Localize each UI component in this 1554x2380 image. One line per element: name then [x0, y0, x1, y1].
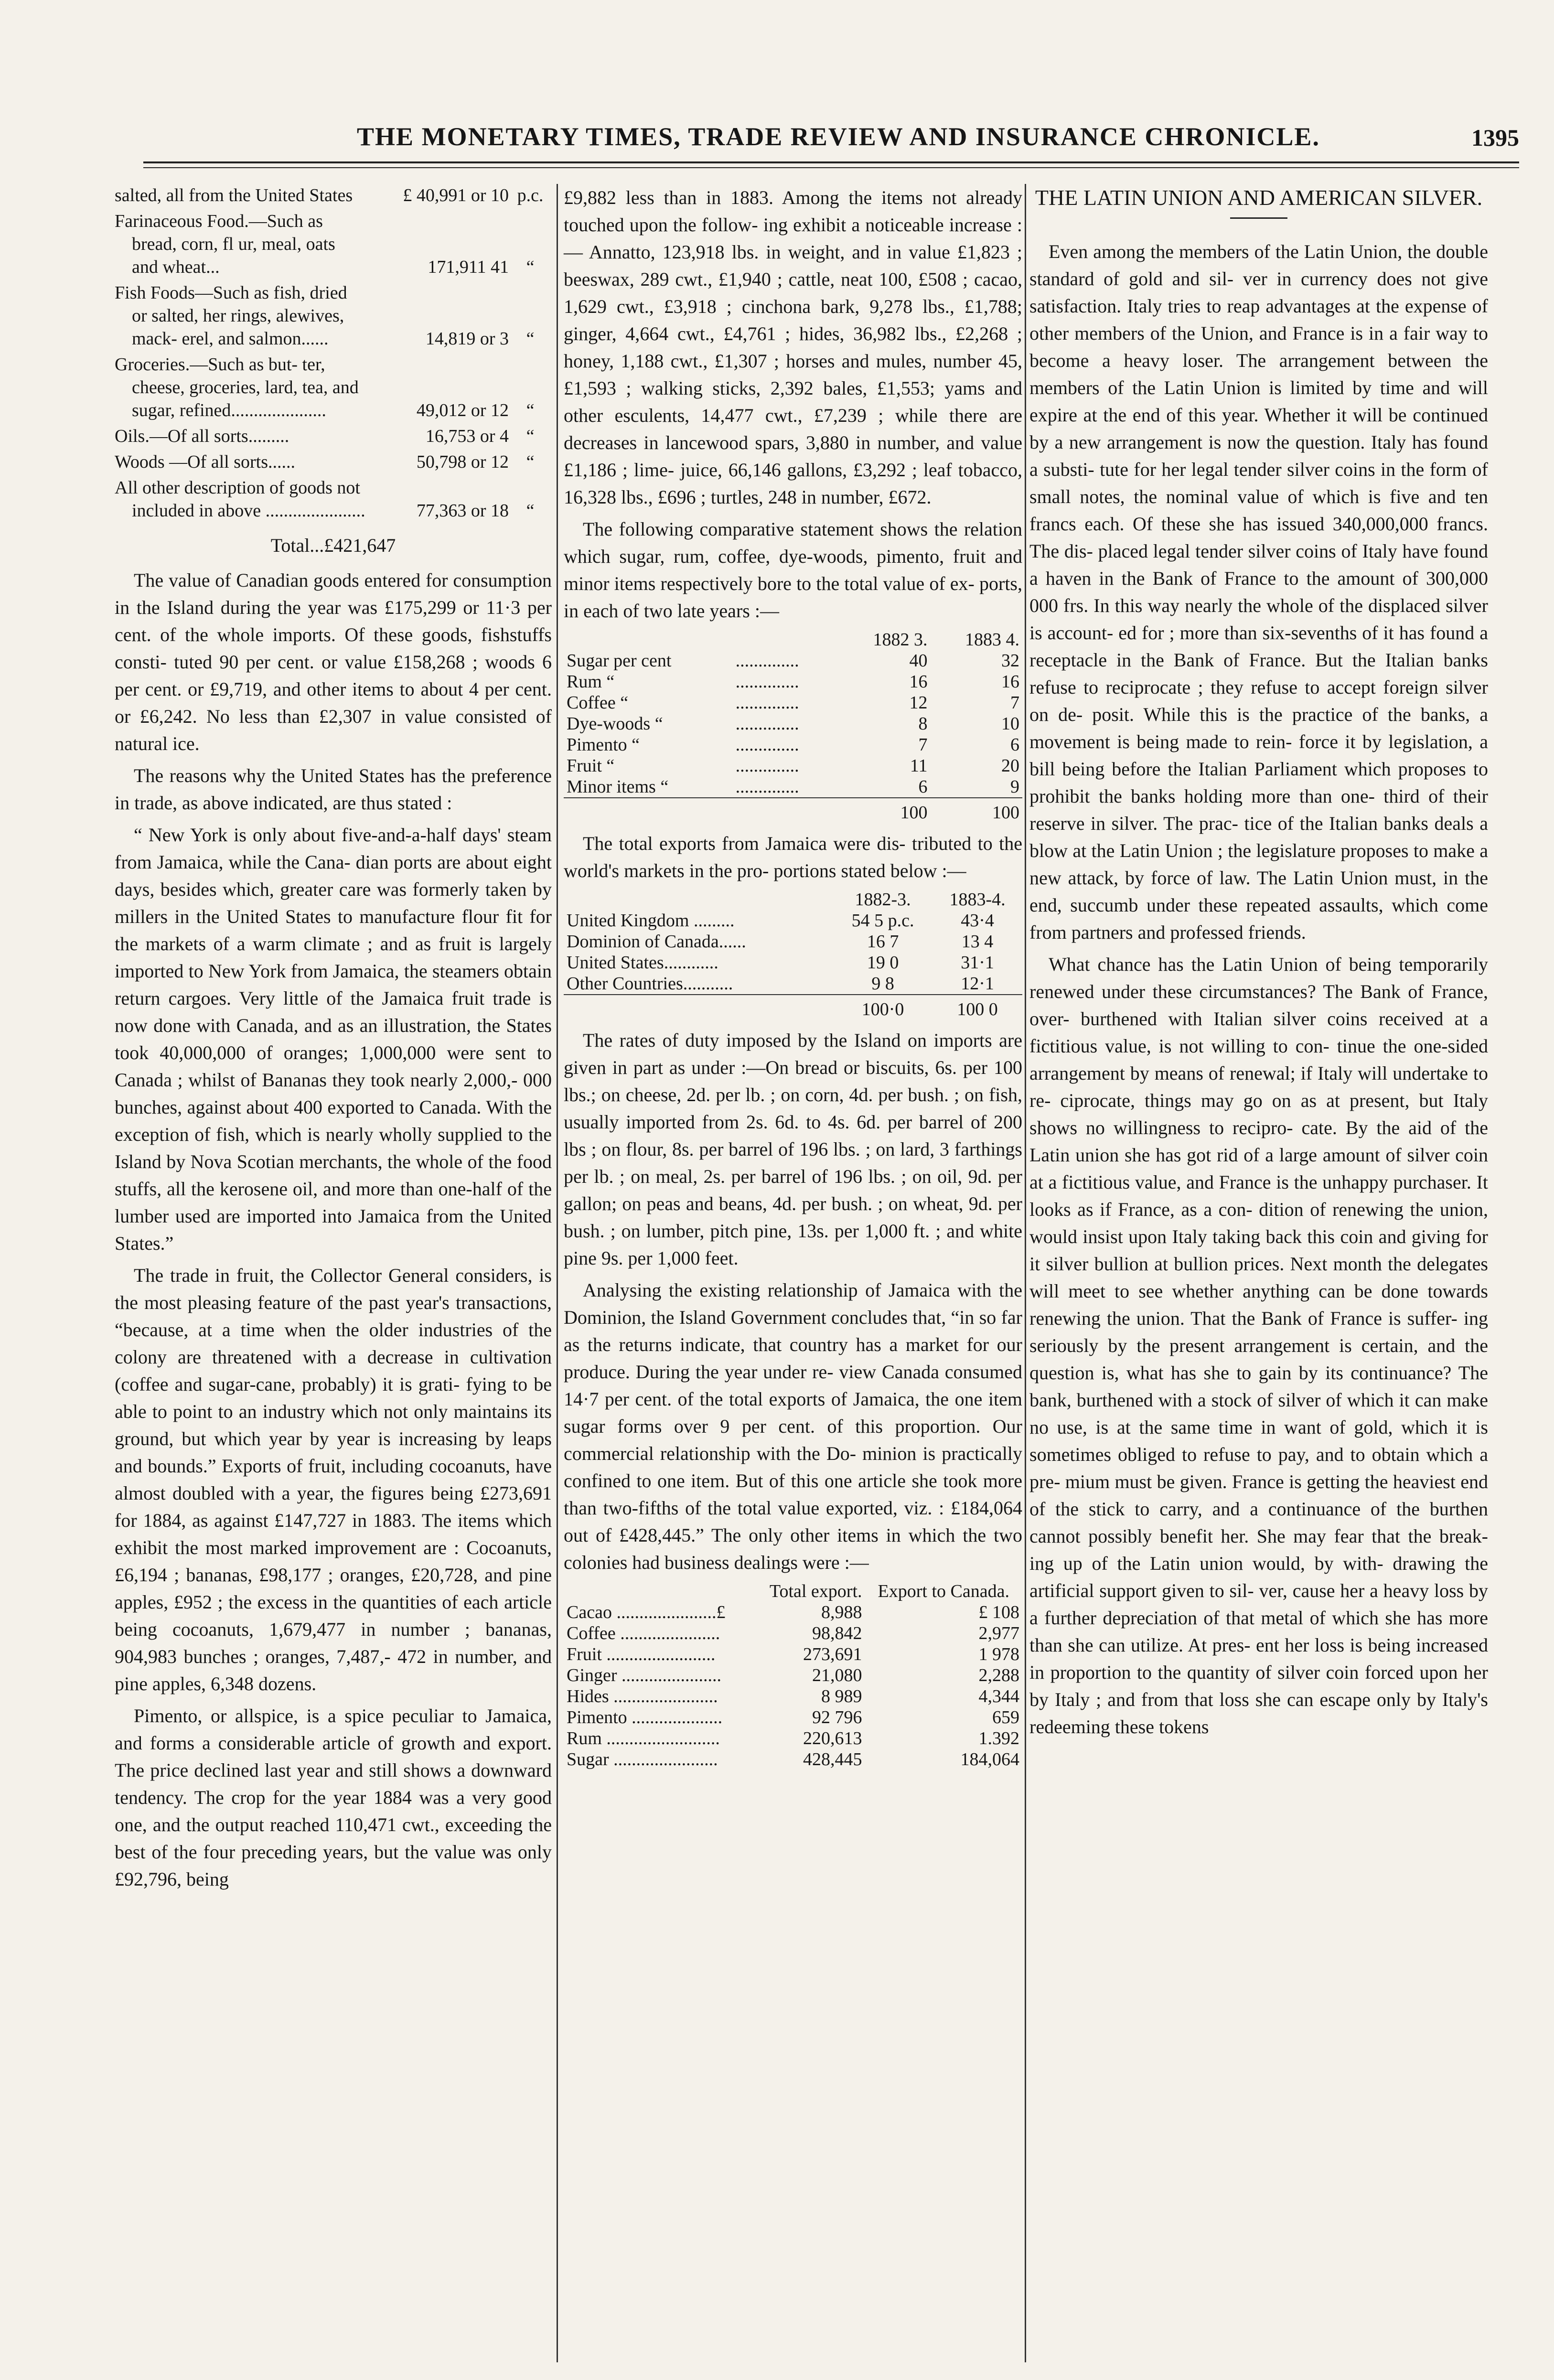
row-label: Other Countries........... [567, 974, 733, 994]
table-row [564, 1623, 1022, 1644]
total-cell: 100 [838, 798, 930, 823]
export-table [564, 1581, 1022, 1770]
column-divider [557, 184, 558, 2362]
import-amount: 171,911 41 [428, 257, 509, 277]
title-rule [1230, 217, 1287, 219]
import-row [115, 281, 552, 350]
table-row [564, 776, 1022, 798]
cell: 8 989 [821, 1686, 862, 1706]
row-leader: .............. [735, 672, 799, 692]
column-2 [564, 184, 1022, 1777]
import-label: salted, all from the United States [115, 185, 353, 205]
cell: 659 [992, 1707, 1019, 1727]
import-amount: 49,012 or 12 [416, 400, 509, 420]
column-3 [1029, 184, 1488, 1745]
table-total-row [564, 798, 1022, 823]
table-row [564, 1665, 1022, 1686]
import-suffix: “ [526, 426, 535, 446]
import-row [115, 184, 552, 207]
row-leader: .............. [735, 756, 799, 776]
import-amount: 50,798 or 12 [416, 452, 509, 472]
cell: 13 4 [961, 932, 994, 952]
total-cell: 100·0 [833, 995, 932, 1020]
import-row [115, 210, 552, 279]
table-row [564, 952, 1022, 973]
paragraph: The total exports from Jamaica were dis- tributed to the world's markets in the pro- portions stated below :— [564, 833, 1022, 881]
paragraph: Even among the members of the Latin Union, the double standard of gold and sil- ver in currency does not give satisfaction. Italy tries to reap advantages at the expense of other members of the Union, and France is in a fair way to become a heavy loser. The arrangement between the members of the Latin Union is limited by time and will expire at the end of this year. Whether it will be continued by a new arrangement is now the question. Italy has found a substi- tute for her legal tender silver coins in the form of small notes, the nominal value of which is five and ten francs each. Of these she has issued 340,000,000 francs. The dis- placed legal tender silver coins of Italy have found a haven in the Bank of France to the amount of 300,000 000 frs. In this way nearly the whole of the displaced silver is account- ed for ; more than six-sevenths of it has found a receptacle in the Bank of France. But the Italian banks refuse to reciprocate ; they refuse to accept foreign silver on de- posit. While this is the practice of the banks, a movement is being made to rein- force it by legislation, a bill being before the Italian Parliament which proposes to prohibit the banks holding more than one- third of their reserve in silver. The prac- tice of the Italian banks deals a blow at the Latin Union ; the legislature proposes to make a new attack, by force of law. The Latin Union must, in the end, succumb under these repeated assaults, which come from partners and professed friends. [1029, 241, 1488, 943]
cell: 2,977 [978, 1623, 1019, 1643]
cell: 98,842 [812, 1623, 862, 1643]
row-leader: .............. [735, 714, 799, 734]
paragraph: £9,882 less than in 1883. Among the items not already touched upon the follow- ing exhibit a noticeable increase :— Annatto, 123,918 lbs. in weight, and in value £1,823 ; beeswax, 289 cwt., £1,940 ; cattle, neat 100, £508 ; cacao, 1,629 cwt., £3,918 ; cinchona bark, 9,278 lbs., £1,788; ginger, 4,664 cwt., £4,761 ; hides, 36,982 lbs., £2,268 ; honey, 1,188 cwt., £1,307 ; horses and mules, number 45, £1,593 ; walking sticks, 2,392 bales, £1,553; yams and other esculents, 14,477 cwt., £7,239 ; while there are decreases in lancewood spars, 3,880 in number, and value £1,186 ; lime- juice, 66,146 gallons, £3,292 ; leaf tobacco, 16,328 lbs., £696 ; turtles, 248 in number, £672. [564, 187, 1022, 508]
cell: £ 108 [978, 1602, 1019, 1622]
table-row [564, 734, 1022, 755]
cell: 12 [909, 693, 928, 713]
paragraph: The reasons why the United States has the preference in trade, as above indicated, are thus stated : [115, 765, 552, 814]
paragraph: The value of Canadian goods entered for consumption in the Island during the year was £175,299 or 11·3 per cent. of the whole imports. Of these goods, fishstuffs consti- tuted 90 per cent. or value £158,268 ; woods 6 per cent. or £9,719, and other items to about 4 per cent. or £6,242. No less than £2,307 in value consisted of natural ice. [115, 569, 552, 754]
import-label: Farinaceous Food.—Such as bread, corn, fl ur, meal, oats and wheat... [115, 211, 335, 277]
cell: 2,288 [978, 1665, 1019, 1685]
cell: 8 [918, 714, 928, 734]
cell: 428,445 [803, 1749, 862, 1769]
row-label: Coffee ...................... [567, 1623, 720, 1643]
cell: 16 7 [867, 932, 899, 952]
table-row [564, 1707, 1022, 1728]
journal-title: THE MONETARY TIMES, TRADE REVIEW AND INSURANCE CHRONICLE. [357, 122, 1320, 151]
table-row [564, 755, 1022, 776]
cell: 54 5 p.c. [851, 911, 914, 931]
table-header: 1882-3. [855, 890, 911, 910]
page-number: 1395 [1471, 124, 1519, 151]
cell: 4,344 [978, 1686, 1019, 1706]
table-header-row [564, 629, 1022, 650]
table-total-row [564, 995, 1022, 1020]
cell: 273,691 [803, 1644, 862, 1664]
cell: 43·4 [961, 911, 994, 931]
cell: 16 [909, 672, 928, 692]
table-row [564, 1686, 1022, 1707]
table-row [564, 1644, 1022, 1665]
total-cell: 100 0 [932, 995, 1022, 1020]
row-leader: .............. [735, 735, 799, 755]
row-label: Hides ....................... [567, 1686, 718, 1706]
header-rule [143, 161, 1519, 163]
paragraph: The rates of duty imposed by the Island on imports are given in part as under :—On bread or biscuits, 6s. per 100 lbs.; on cheese, 2d. per lb. ; on corn, 4d. per bush. ; on fish, usually imported from 2s. 6d. to 4s. 6d. per barrel of 200 lbs ; on flour, 8s. per barrel of 196 lbs. ; on lard, 3 farthings per lb. ; on meal, 2s. per barrel of 196 lbs. ; on oil, 9d. per gallon; on peas and beans, 4d. per bush. ; on wheat, 9d. per bush. ; on lumber, pitch pine, 13s. per 1,000 ft. ; and white pine 9s. per 1,000 feet. [564, 1029, 1022, 1269]
table-row [564, 713, 1022, 734]
row-label: Rum “ [567, 672, 615, 692]
article-title: THE LATIN UNION AND AMERICAN SILVER. [1035, 185, 1483, 210]
import-label: Fish Foods—Such as fish, dried or salted, her rings, alewives, mack- erel, and salmon...... [115, 283, 347, 349]
cell: 220,613 [803, 1728, 862, 1748]
running-header [158, 122, 1519, 160]
cell: 31·1 [961, 953, 994, 973]
row-label: Ginger ...................... [567, 1665, 722, 1685]
row-label: Coffee “ [567, 693, 629, 713]
import-amount: 77,363 or 18 [416, 501, 509, 521]
cell: 8,988 [821, 1602, 862, 1622]
row-label: Fruit ........................ [567, 1644, 716, 1664]
import-suffix: “ [526, 501, 535, 521]
table-row [564, 1749, 1022, 1770]
imports-list [115, 184, 552, 522]
row-leader: .............. [735, 777, 799, 797]
import-row [115, 450, 552, 473]
quotation-paragraph: “ New York is only about five-and-a-half days' steam from Jamaica, while the Cana- dian ports are about eight days, besides which, greater care was formerly taken by millers in the United States to manufacture flour fit for the markets of a warm climate ; and as fruit is largely imported to New York from Jamaica, the steamers obtain return cargoes. Very little of the Jamaica fruit trade is now done with Canada, and as an illustration, the States took 40,000,000 of oranges; 1,000,000 were sent to Canada ; whilst of Bananas they took nearly 2,000,- 000 bunches, against about 400 exported to Canada. With the exception of fish, which is nearly wholly supplied to the Island by Nova Scotian merchants, the whole of the food stuffs, all the kerosene oil, and more than one-half of the lumber used are imported into Jamaica from the United States.” [115, 824, 552, 1254]
cell: 32 [1001, 651, 1019, 671]
cell: 9 8 [871, 974, 894, 994]
cell: 1.392 [978, 1728, 1019, 1748]
cell: 19 0 [867, 953, 899, 973]
table-row [564, 910, 1022, 931]
cell: 21,080 [812, 1665, 862, 1685]
import-suffix: p.c. [517, 185, 544, 205]
row-label: Rum ......................... [567, 1728, 720, 1748]
table-header-row [564, 1581, 1022, 1602]
import-label: Groceries.—Such as but- ter, cheese, groceries, lard, tea, and sugar, refined..................... [115, 354, 359, 420]
cell: 9 [1010, 777, 1019, 797]
import-suffix: “ [526, 452, 535, 472]
cell: 7 [1010, 693, 1019, 713]
paragraph: Analysing the existing relationship of Jamaica with the Dominion, the Island Government concludes that, “in so far as the returns indicate, that country has a market for our produce. During the year under re- view Canada consumed 14·7 per cent. of the total exports of Jamaica, the one item sugar forms over 9 per cent. of this proportion. Our commercial relationship with the Do- minion is practically confined to one item. But of this one article she took more than two-fifths of the total value exported, viz. : £184,064 out of £428,445.” The only other items in which the two colonies had business dealings were :— [564, 1279, 1022, 1573]
import-amount: 14,819 or 3 [425, 329, 509, 349]
table-row [564, 1602, 1022, 1623]
row-leader: .............. [735, 651, 799, 671]
column-1 [115, 184, 552, 1898]
imports-total: Total...£421,647 [270, 535, 396, 556]
import-suffix: “ [526, 257, 535, 277]
cell: 12·1 [961, 974, 994, 994]
column-divider [1025, 184, 1026, 2362]
table-row [564, 931, 1022, 952]
row-label: Sugar ....................... [567, 1749, 718, 1769]
cell: 16 [1001, 672, 1019, 692]
cell: 6 [1010, 735, 1019, 755]
table-row [564, 692, 1022, 713]
import-amount: £ 40,991 or 10 [403, 185, 509, 205]
paragraph: What chance has the Latin Union of being temporarily renewed under these circumstances? The Bank of France, over- burthened with Italian silver coins received at a fictitious value, is not willing to con- tinue the one-sided arrangement by means of renewal; if Italy will undertake to re- ciprocate, things may go on as at present, but Italy shows no willingness to recipro- cate. By the aid of the Latin union she has got rid of a large amount of silver coin at a fictitious value, and France is the unhappy purchaser. It looks as if France, as a con- dition of renewing the union, would insist upon Italy taking back this coin and giving for it silver bullion at bullion prices. Next month the delegates will meet to see whether anything can be done towards renewing the union. That the Bank of France is suffer- ing seriously by the present arrangement is certain, and the question is, what has she to gain by its continuance? The bank, burthened with a stock of silver of which it can make no use, is at the same time in want of gold, which it is sometimes obliged to refuse to pay, and to obtain which a pre- mium must be given. France is getting the heaviest end of the stick to carry, and a continuance of the burthen cannot possibly benefit her. She may fear that the break- ing up of the Latin union would, by with- drawing the artificial support given to sil- ver, cause her a heavy loss by a further depreciation of that metal of which she has more than she can utilize. At pres- ent her loss is being increased in proportion to the quantity of silver coin forced upon her by Italy ; and from that loss she can escape only by Italy's redeeming these tokens [1029, 954, 1488, 1737]
cell: 10 [1001, 714, 1019, 734]
table-row [564, 1728, 1022, 1749]
cell: 1 978 [978, 1644, 1019, 1664]
total-cell: 100 [931, 798, 1023, 823]
cell: 6 [918, 777, 928, 797]
import-label: Oils.—Of all sorts......... [115, 426, 289, 446]
paragraph: Pimento, or allspice, is a spice peculiar to Jamaica, and forms a considerable article of growth and export. The price declined last year and still shows a downward tendency. The crop for the year 1884 was a very good one, and the output reached 110,471 cwt., exceeding the best of the four preceding years, but the value was only £92,796, being [115, 1705, 552, 1890]
cell: 40 [909, 651, 928, 671]
distribution-table [564, 889, 1022, 1020]
import-amount: 16,753 or 4 [425, 426, 509, 446]
import-suffix: “ [526, 400, 535, 420]
cell: 20 [1001, 756, 1019, 776]
table-header: 1882 3. [873, 630, 928, 650]
row-label: Cacao ......................£ [567, 1602, 726, 1622]
import-row [115, 425, 552, 448]
row-label: Sugar per cent [567, 651, 672, 671]
table-header: Total export. [769, 1581, 862, 1601]
row-leader: .............. [735, 693, 799, 713]
table-header: Export to Canada. [878, 1581, 1009, 1601]
table-header: 1883 4. [965, 630, 1019, 650]
table-header: 1883-4. [949, 890, 1006, 910]
import-suffix: “ [526, 329, 535, 349]
paragraph: The trade in fruit, the Collector General considers, is the most pleasing feature of the past year's transactions, “because, at a time when the older industries of the colony are threatened with a decrease in cultivation (coffee and sugar-cane, probably) it is grati- fying to be able to point to an industry which not only maintains its ground, but which year by year is increasing by leaps and bounds.” Exports of fruit, including cocoanuts, have almost doubled with a year, the figures being £273,691 for 1884, as against £147,727 in 1883. The items which exhibit the most marked improvement are : Cocoanuts, £6,194 ; bananas, £98,177 ; oranges, £20,728, and pine apples, £952 ; the excess in the quantities of each article being cocoanuts, 1,679,477 in number ; bananas, 904,983 bunches ; oranges, 7,487,- 472 in number, and pine apples, 6,348 dozens. [115, 1265, 552, 1694]
import-label: Woods —Of all sorts...... [115, 452, 295, 472]
row-label: Pimento .................... [567, 1707, 723, 1727]
header-rule-thin [143, 167, 1519, 168]
table-row [564, 671, 1022, 692]
row-label: United Kingdom ......... [567, 911, 735, 931]
row-label: Minor items “ [567, 777, 669, 797]
row-label: Fruit “ [567, 756, 615, 776]
import-row [115, 353, 552, 422]
import-row [115, 476, 552, 522]
cell: 92 796 [812, 1707, 862, 1727]
cell: 11 [910, 756, 928, 776]
percentage-table [564, 629, 1022, 823]
row-label: United States............ [567, 953, 718, 973]
table-header-row [564, 889, 1022, 910]
cell: 7 [918, 735, 928, 755]
paragraph: The following comparative statement shows the relation which sugar, rum, coffee, dye-woods, pimento, fruit and minor items respectively bore to the total value of ex- ports, in each of two late years :— [564, 518, 1022, 622]
row-label: Dominion of Canada...... [567, 932, 746, 952]
row-label: Dye-woods “ [567, 714, 663, 734]
cell: 184,064 [960, 1749, 1019, 1769]
row-label: Pimento “ [567, 735, 640, 755]
import-label: All other description of goods not included in above ...................... [115, 478, 365, 521]
table-row [564, 650, 1022, 671]
table-row [564, 973, 1022, 995]
